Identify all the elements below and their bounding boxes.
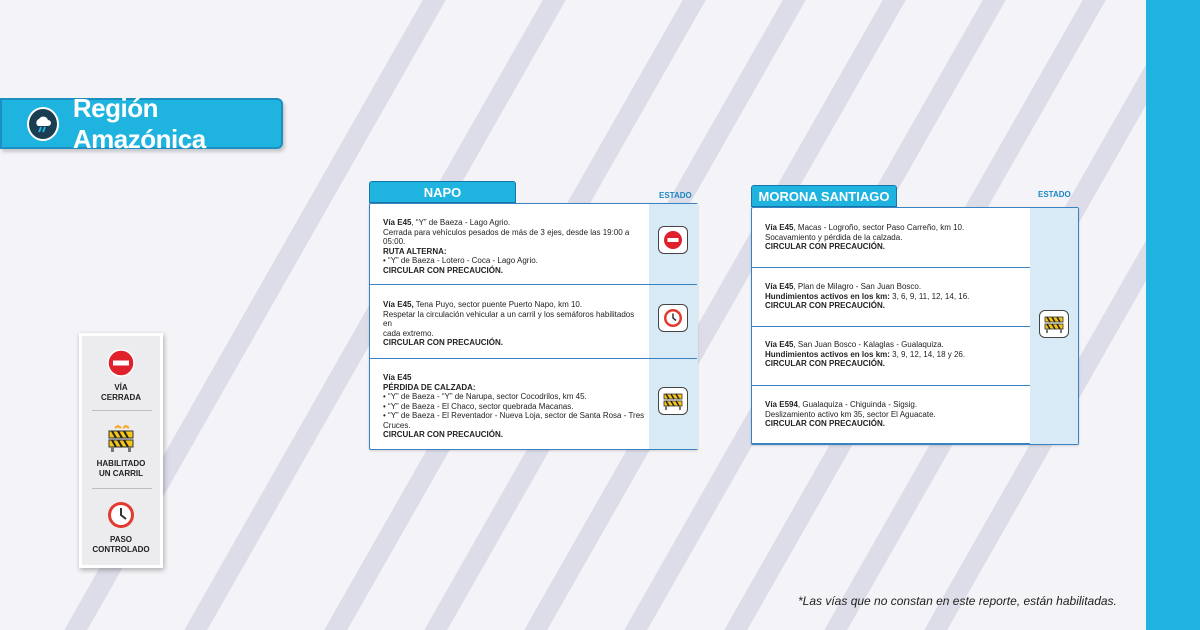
km-label: Hundimientos activos en los km: [765,349,890,359]
legend-label-line2: CERRADA [101,393,141,402]
road-desc: , Gualaquiza - Chiguinda - Sigsig. [797,400,918,409]
barrier-icon [1039,310,1069,338]
morona-row-4 [752,386,1030,444]
napo-row-2 [370,285,697,359]
road-name: Vía E45 [383,218,412,227]
legend-label-line2: CONTROLADO [92,545,150,554]
km-label: Hundimientos activos en los km: [765,291,890,301]
road-desc: , “Y” de Baeza - Lago Agrio. [411,218,511,227]
legend-divider [92,488,152,489]
list-item: • “Y” de Baeza - El Reventador - Nueva Loja, sector de Santa Rosa - Tres Cruces. [383,411,658,430]
caution-text: CIRCULAR CON PRECAUCIÓN. [765,419,885,428]
caution-text: CIRCULAR CON PRECAUCIÓN. [765,301,885,310]
morona-card [751,207,1079,445]
road-name: Vía E45, [383,300,414,309]
napo-row-3-text [383,373,658,440]
road-detail: Socavamiento y pérdida de la calzada. [765,232,903,242]
legend-item-one-lane [82,424,160,479]
napo-row-1 [370,204,697,285]
right-accent-bar [1146,0,1200,630]
road-desc: Tena Puyo, sector puente Puerto Napo, km 10. [413,300,583,309]
morona-estado-label: ESTADO [1038,190,1071,199]
morona-row-2-text [765,282,1027,311]
list-item: • “Y” de Baeza - “Y” de Narupa, sector Cocodrilos, km 45. [383,392,658,402]
road-detail: Deslizamiento activo km 35, sector El Aguacate. [765,409,936,419]
caution-text: CIRCULAR CON PRECAUCIÓN. [765,242,885,251]
legend-label-line1: VÍA [114,383,128,392]
morona-row-1 [752,208,1030,268]
road-name: Vía E45 [765,340,794,349]
morona-tab: MORONA SANTIAGO [751,185,897,207]
road-desc: , San Juan Bosco - Kalaglas - Gualaquiza. [793,340,944,349]
road-name: Vía E594 [765,400,798,409]
napo-card [369,203,698,450]
road-detail: cada extremo. [383,328,434,338]
region-title: Región Amazónica [72,92,206,154]
km-values: 3, 6, 9, 11, 12, 14, 16. [889,291,970,301]
morona-row-3 [752,327,1030,386]
barrier-icon [658,387,688,415]
road-name: Vía E45 [383,373,412,382]
napo-estado-label: ESTADO [659,191,692,200]
legend-divider [92,410,152,411]
legend-item-closed [82,348,160,403]
caution-text: CIRCULAR CON PRECAUCIÓN. [383,430,503,439]
caution-text: CIRCULAR CON PRECAUCIÓN. [765,359,885,368]
clock-icon [658,304,688,332]
road-name: Vía E45 [765,282,794,291]
road-desc: , Macas - Logroño, sector Paso Carreño, km 10. [793,223,965,232]
road-detail: Respetar la circulación vehicular a un carril y los semáforos habilitados en [383,309,635,328]
napo-row-2-text [383,300,645,348]
road-subtitle: PÉRDIDA DE CALZADA: [383,382,476,392]
list-item: • “Y” de Baeza - El Chaco, sector quebrada Macanas. [383,402,658,412]
caution-text: CIRCULAR CON PRECAUCIÓN. [383,338,503,347]
legend-label-line2: UN CARRIL [99,469,143,478]
caution-text: CIRCULAR CON PRECAUCIÓN. [383,265,503,275]
morona-row-1-text [765,223,1027,252]
road-name: Vía E45 [765,223,794,232]
region-badge [0,92,283,154]
legend-panel [79,333,163,568]
no-entry-icon [106,348,136,378]
morona-row-3-text [765,340,1027,369]
km-values: 3, 9, 12, 14, 18 y 26. [889,349,966,359]
alt-route-label: RUTA ALTERNA: [383,246,447,256]
legend-label-line1: PASO [109,535,133,544]
morona-row-4-text [765,400,1027,429]
clock-icon [106,500,136,530]
road-desc: , Plan de Milagro - San Juan Bosco. [793,282,922,291]
legend-label-line1: HABILITADO [96,459,146,468]
napo-row-1-text [383,218,645,275]
barrier-icon [106,424,136,454]
napo-tab: NAPO [369,181,516,203]
road-detail: Cerrada para vehículos pesados de más de 3 ejes, desde las 19:00 a 05:00. [383,227,630,246]
footnote: *Las vías que no constan en este reporte, están habilitadas. [798,594,1117,608]
weather-icon [27,107,59,141]
legend-item-controlled [82,500,160,555]
morona-row-2 [752,268,1030,327]
no-entry-icon [658,226,688,254]
alt-route: • “Y” de Baeza - Lotero - Coca - Lago Agrio. [383,256,645,266]
napo-row-3 [370,359,697,449]
